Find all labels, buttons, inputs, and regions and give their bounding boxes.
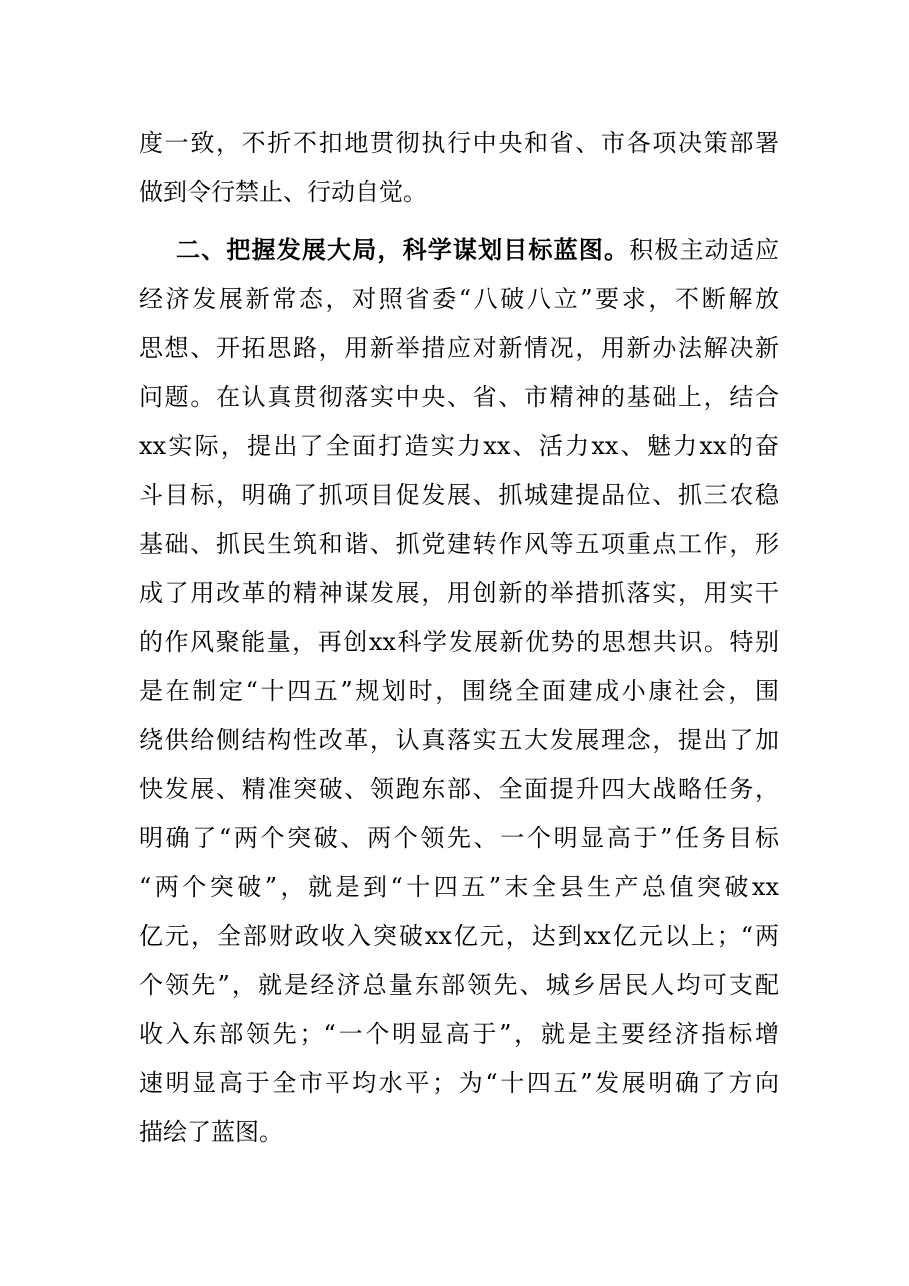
section-heading-rest: 积极主动适应 xyxy=(629,236,780,264)
paragraph-line-13: 绕供给侧结构性改革，认真落实五大发展理念，提出了加 xyxy=(139,726,779,754)
paragraph-line-2: 做到令行禁止、行动自觉。 xyxy=(139,178,427,206)
section-heading: 二、把握发展大局，科学谋划目标蓝图。 xyxy=(176,235,630,264)
paragraph-line-14: 快发展、精准突破、领跑东部、全面提升四大战略任务， xyxy=(139,775,779,803)
paragraph-line-5: 思想、开拓思路，用新举措应对新情况，用新办法解决新 xyxy=(139,334,779,362)
paragraph-line-16: “两个突破”，就是到“十四五”末全县生产总值突破xx xyxy=(139,873,779,901)
section-heading-line xyxy=(176,233,779,267)
paragraph-line-18: 个领先”，就是经济总量东部领先、城乡居民人均可支配 xyxy=(139,971,779,999)
paragraph-line-11: 的作风聚能量，再创xx科学发展新优势的思想共识。特别 xyxy=(139,628,779,656)
paragraph-line-21: 描绘了蓝图。 xyxy=(139,1118,283,1146)
paragraph-line-12: 是在制定“十四五”规划时，围绕全面建成小康社会，围 xyxy=(139,677,779,705)
paragraph-line-1: 度一致，不折不扣地贯彻执行中央和省、市各项决策部署 xyxy=(139,129,779,157)
paragraph-line-7: xx实际，提出了全面打造实力xx、活力xx、魅力xx的奋 xyxy=(139,432,779,460)
paragraph-line-20: 速明显高于全市平均水平；为“十四五”发展明确了方向 xyxy=(139,1069,779,1097)
paragraph-line-15: 明确了“两个突破、两个领先、一个明显高于”任务目标 xyxy=(139,824,779,852)
paragraph-line-4: 经济发展新常态，对照省委“八破八立”要求，不断解放 xyxy=(139,285,779,313)
paragraph-line-9: 基础、抓民生筑和谐、抓党建转作风等五项重点工作，形 xyxy=(139,530,779,558)
paragraph-line-17: 亿元，全部财政收入突破xx亿元，达到xx亿元以上；“两 xyxy=(139,922,779,950)
paragraph-line-6: 问题。在认真贯彻落实中央、省、市精神的基础上，结合 xyxy=(139,383,779,411)
paragraph-line-19: 收入东部领先；“一个明显高于”，就是主要经济指标增 xyxy=(139,1020,779,1048)
paragraph-line-10: 成了用改革的精神谋发展，用创新的举措抓落实，用实干 xyxy=(139,579,779,607)
paragraph-line-8: 斗目标，明确了抓项目促发展、抓城建提品位、抓三农稳 xyxy=(139,481,779,509)
